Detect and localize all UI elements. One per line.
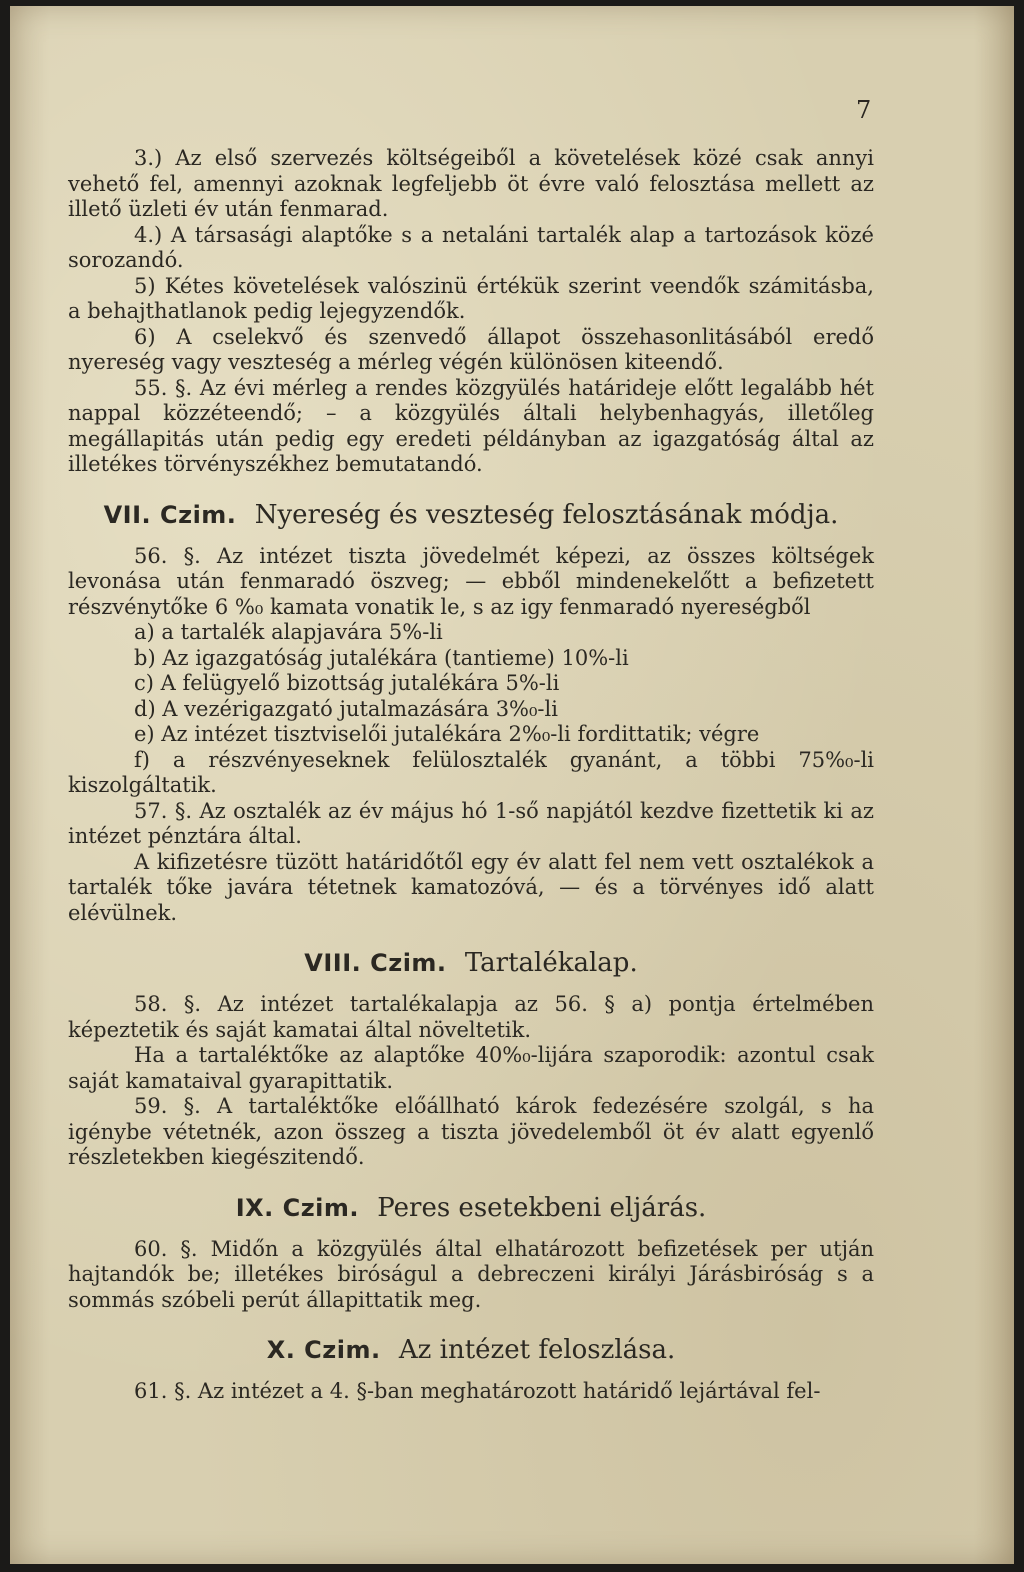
paragraph: Ha a tartaléktőke az alaptőke 40%₀-lijára szaporodik: azontul csak saját kamataival gyarapittatik. [68, 1043, 874, 1093]
paragraph: 3.) Az első szervezés költségeiből a követelések közé csak annyi vehető fel, amennyi azoknak legfeljebb öt évre való felosztása mellett az illető üzleti év után fenmarad. [68, 146, 874, 221]
section-heading [68, 500, 874, 530]
paragraph: 5) Kétes követelések valószinü értékük szerint veendők számitásba, a behajthatlanok pedig lejegyzendők. [68, 273, 874, 323]
section-heading-title: Nyereség és veszteség felosztásának módja. [254, 499, 839, 530]
list-item: d) A vezérigazgató jutalmazására 3%₀-li [134, 696, 558, 721]
paragraph: 55. §. Az évi mérleg a rendes közgyülés határideje előtt legalább hét nappal közzéteendő; – a közgyülés általi helybenhagyás, illetőleg megállapitás után pedig egy eredeti példányban az igazgatóság által az illetékes törvényszékhez bemutatandó. [68, 375, 874, 476]
page-number: 7 [856, 96, 872, 124]
paragraph: A kifizetésre tüzött határidőtől egy év alatt fel nem vett osztalékok a tartalék tőke javára tétetnek kamatozóvá, — és a törvényes idő alatt elévülnek. [68, 849, 874, 925]
section-heading-title: Peres esetekbeni eljárás. [377, 1192, 707, 1223]
paragraph: 59. §. A tartaléktőke előállható károk fedezésére szolgál, s ha igénybe vétetnék, azon összeg a tiszta jövedelemből öt év alatt egyenlő részletekben kiegészitendő. [68, 1094, 874, 1169]
paragraph: 58. §. Az intézet tartalékalapja az 56. § a) pontja értelmében képeztetik és saját kamatai által növeltetik. [68, 992, 874, 1042]
section-heading-number: IX. Czim. [235, 1193, 360, 1222]
paragraph: 4.) A társasági alaptőke s a netaláni tartalék alap a tartozások közé sorozandó. [68, 222, 874, 272]
list-item: b) Az igazgatóság jutalékára (tantieme) 10%-li [134, 645, 629, 670]
paragraph: 60. §. Midőn a közgyülés által elhatározott befizetések per utján hajtandók be; illetékes biróságul a debreczeni királyi Járásbiróság s a sommás szóbeli perút állapittatik meg. [68, 1236, 874, 1312]
list-item: c) A felügyelő bizottság jutalékára 5%-li [134, 671, 560, 695]
document-page [10, 6, 1014, 1564]
list-item: a) a tartalék alapjavára 5%-li [134, 620, 443, 644]
paragraph: f) a részvényeseknek felülosztalék gyanánt, a többi 75%₀-li kiszolgáltatik. [68, 747, 874, 797]
paragraph: 57. §. Az osztalék az év május hó 1-ső napjától kezdve fizettetik ki az intézet pénztára által. [68, 798, 874, 848]
section-heading-number: X. Czim. [266, 1336, 381, 1364]
body-text [68, 146, 874, 1405]
section-heading [68, 1335, 874, 1365]
section-heading-title: Az intézet feloszlása. [398, 1335, 676, 1365]
section-heading [68, 1193, 874, 1223]
section-heading-number: VIII. Czim. [304, 949, 447, 977]
section-heading-number: VII. Czim. [103, 500, 237, 529]
section-heading-title: Tartalékalap. [464, 948, 638, 978]
paragraph: 6) A cselekvő és szenvedő állapot összehasonlitásából eredő nyereség vagy veszteség a mérleg végén különösen kiteendő. [68, 324, 874, 374]
section-heading [68, 948, 874, 978]
paragraph: 61. §. Az intézet a 4. §-ban meghatározott határidő lejártával fel- [134, 1379, 821, 1403]
list-item: e) Az intézet tisztviselői jutalékára 2%₀-li fordittatik; végre [134, 722, 760, 746]
paragraph: 56. §. Az intézet tiszta jövedelmét képezi, az összes költségek levonása után fenmaradó öszveg; — ebből mindenekelőtt a befizetett részvénytőke 6 %₀ kamata vonatik le, s az igy fenmaradó nyereségből [68, 543, 874, 619]
